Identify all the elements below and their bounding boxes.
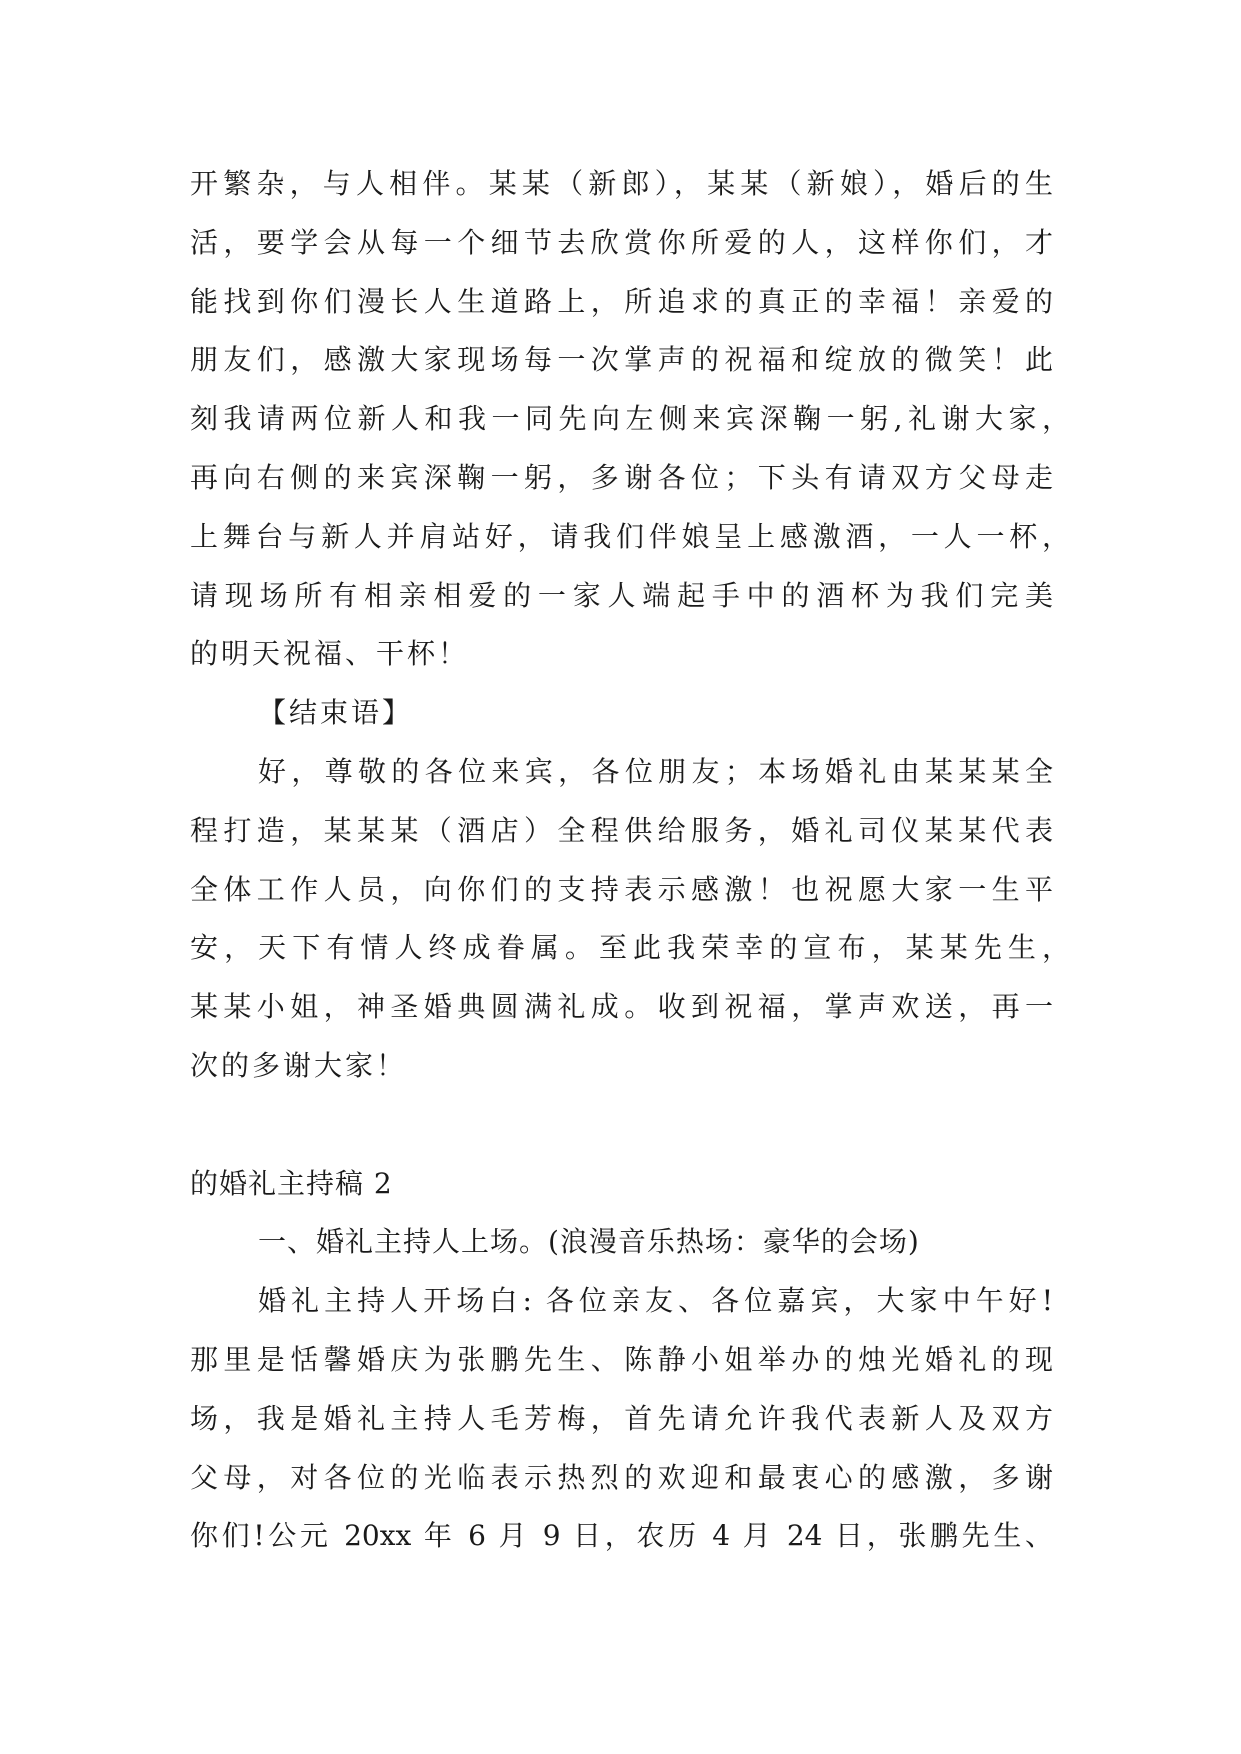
text-line: 安，天下有情人终成眷属。至此我荣幸的宣布，某某先生， (190, 931, 1070, 965)
text-line: 一、婚礼主持人上场。(浪漫音乐热场：豪华的会场) (258, 1225, 920, 1259)
paragraph (190, 1272, 1053, 1566)
text-line: 再向右侧的来宾深鞠一躬，多谢各位；下头有请双方父母走 (190, 460, 1053, 494)
text-line: 的明天祝福、干杯！ (190, 637, 470, 671)
text-line: 朋友们，感激大家现场每一次掌声的祝福和绽放的微笑！此 (190, 343, 1053, 377)
text-line: 能找到你们漫长人生道路上，所追求的真正的幸福！亲爱的 (190, 284, 1053, 318)
text-line: 婚礼主持人开场白: 各位亲友、各位嘉宾，大家中午好! (258, 1284, 1053, 1318)
text-line: 你们!公元 20xx 年 6 月 9 日，农历 4 月 24 日，张鹏先生、 (190, 1519, 1053, 1553)
text-line: 全体工作人员，向你们的支持表示感激！也祝愿大家一生平 (190, 872, 1053, 906)
text-line: 那里是恬馨婚庆为张鹏先生、陈静小姐举办的烛光婚礼的现 (190, 1342, 1053, 1376)
paragraph (190, 743, 1070, 1096)
text-line: 活，要学会从每一个细节去欣赏你所爱的人，这样你们，才 (190, 225, 1053, 259)
text-line: 好，尊敬的各位来宾，各位朋友；本场婚礼由某某某全 (258, 754, 1053, 788)
text-line: 某某小姐，神圣婚典圆满礼成。收到祝福，掌声欢送，再一 (190, 990, 1053, 1024)
section-heading: 【结束语】 (258, 696, 414, 730)
text-line: 开繁杂，与人相伴。某某（新郎），某某（新娘），婚后的生 (190, 167, 1053, 200)
text-line: 请现场所有相亲相爱的一家人端起手中的酒杯为我们完美 (190, 578, 1053, 612)
text-line: 父母，对各位的光临表示热烈的欢迎和最衷心的感激，多谢 (190, 1460, 1053, 1494)
document-title: 的婚礼主持稿 2 (190, 1166, 393, 1200)
text-line: 上舞台与新人并肩站好，请我们伴娘呈上感激酒，一人一杯， (190, 519, 1070, 553)
paragraph (190, 155, 1070, 684)
document-body (190, 155, 1070, 1566)
text-line: 刻我请两位新人和我一同先向左侧来宾深鞠一躬,礼谢大家， (190, 402, 1070, 436)
text-line: 次的多谢大家！ (190, 1048, 408, 1082)
text-line: 程打造，某某某（酒店）全程供给服务，婚礼司仪某某代表 (190, 813, 1053, 847)
text-line: 场，我是婚礼主持人毛芳梅，首先请允许我代表新人及双方 (190, 1401, 1053, 1435)
paragraph (190, 1213, 1053, 1272)
blank-line (190, 1096, 1053, 1155)
